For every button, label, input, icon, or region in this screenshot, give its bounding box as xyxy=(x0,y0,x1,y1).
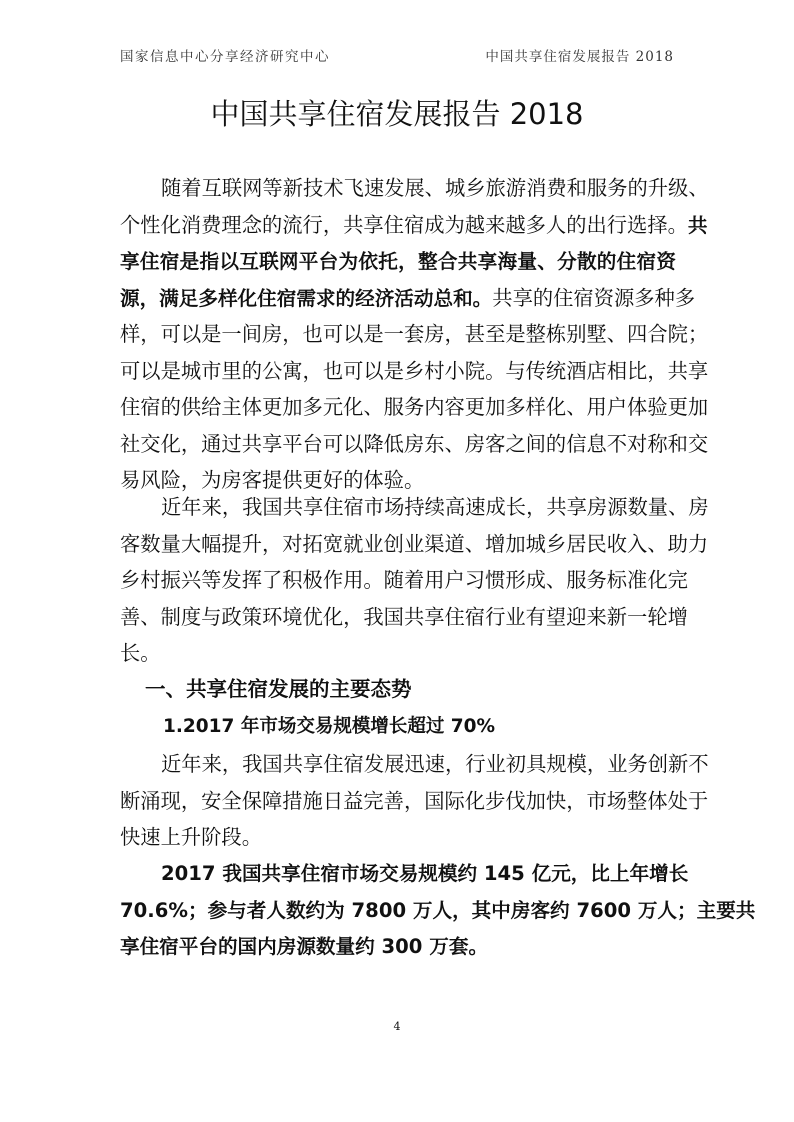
header-report-title: 中国共享住宿发展报告 2018 xyxy=(485,49,674,65)
text-line xyxy=(120,855,689,892)
text-line xyxy=(120,746,709,783)
text: 长。 xyxy=(120,641,161,665)
bold-text: 源，满足多样化住宿需求的经济活动总和。 xyxy=(120,286,493,310)
document-title: 中国共享住宿发展报告 2018 xyxy=(210,97,584,131)
subsection-heading: 1.2017 年市场交易规模增长超过 70% xyxy=(163,716,496,737)
text-line xyxy=(120,389,709,426)
paragraph xyxy=(120,746,709,856)
bold-text: 70.6%；参与者人数约为 7800 万人，其中房客约 7600 万人；主要共 xyxy=(120,898,756,922)
text-line xyxy=(120,316,709,353)
bold-text: 2017 我国共享住宿市场交易规模约 145 亿元，比上年增长 xyxy=(161,862,689,885)
paragraph xyxy=(120,170,709,499)
text-line xyxy=(120,562,688,599)
text: 近年来，我国共享住宿发展迅速，行业初具规模，业务创新不 xyxy=(161,752,709,776)
header-organization: 国家信息中心分享经济研究中心 xyxy=(120,49,330,65)
text-line xyxy=(120,928,676,965)
text-line xyxy=(120,426,709,463)
text-line xyxy=(120,783,709,820)
paragraph xyxy=(120,855,756,965)
bold-text: 享住宿平台的国内房源数量约 300 万套。 xyxy=(120,935,489,958)
text: 近年来，我国共享住宿市场持续高速成长，共享房源数量、房 xyxy=(161,495,709,519)
text: 善、制度与政策环境优化，我国共享住宿行业有望迎来新一轮增 xyxy=(120,604,688,629)
section-heading: 一、共享住宿发展的主要态势 xyxy=(145,677,412,701)
text-line xyxy=(120,243,676,280)
text-line xyxy=(120,635,676,672)
text: 快速上升阶段。 xyxy=(120,825,262,849)
text: 个性化消费理念的流行，共享住宿成为越来越多人的出行选择。 xyxy=(120,212,688,237)
text-line xyxy=(120,353,709,390)
text-line xyxy=(120,207,708,244)
text: 样，可以是一间房，也可以是一套房，甚至是整栋别墅、四合院； xyxy=(120,322,709,346)
text-line xyxy=(120,819,676,856)
page-number: 4 xyxy=(393,1020,401,1033)
text: 客数量大幅提升，对拓宽就业创业渠道、增加城乡居民收入、助力 xyxy=(120,531,709,556)
bold-text: 享住宿是指以互联网平台为依托，整合共享海量、分散的住宿资 xyxy=(120,250,676,273)
text: 易风险，为房客提供更好的体验。 xyxy=(120,468,425,492)
paragraph xyxy=(120,489,709,672)
text: 可以是城市里的公寓，也可以是乡村小院。与传统酒店相比，共享 xyxy=(120,358,709,383)
text: 断涌现，安全保障措施日益完善，国际化步伐加快，市场整体处于 xyxy=(120,788,709,813)
bold-text: 共 xyxy=(687,213,708,237)
text: 随着互联网等新技术飞速发展、城乡旅游消费和服务的升级、 xyxy=(161,176,709,200)
text: 共享的住宿资源多种多 xyxy=(492,285,696,310)
text-line xyxy=(120,892,756,929)
text: 住宿的供给主体更加多元化、服务内容更加多样化、用户体验更加 xyxy=(120,395,709,419)
text-line xyxy=(120,599,688,636)
text: 乡村振兴等发挥了积极作用。随着用户习惯形成、服务标准化完 xyxy=(120,568,688,592)
text-line xyxy=(120,526,709,563)
text-line xyxy=(120,489,709,526)
text-line xyxy=(120,280,696,317)
text-line xyxy=(120,170,709,207)
text: 社交化，通过共享平台可以降低房东、房客之间的信息不对称和交 xyxy=(120,431,709,456)
